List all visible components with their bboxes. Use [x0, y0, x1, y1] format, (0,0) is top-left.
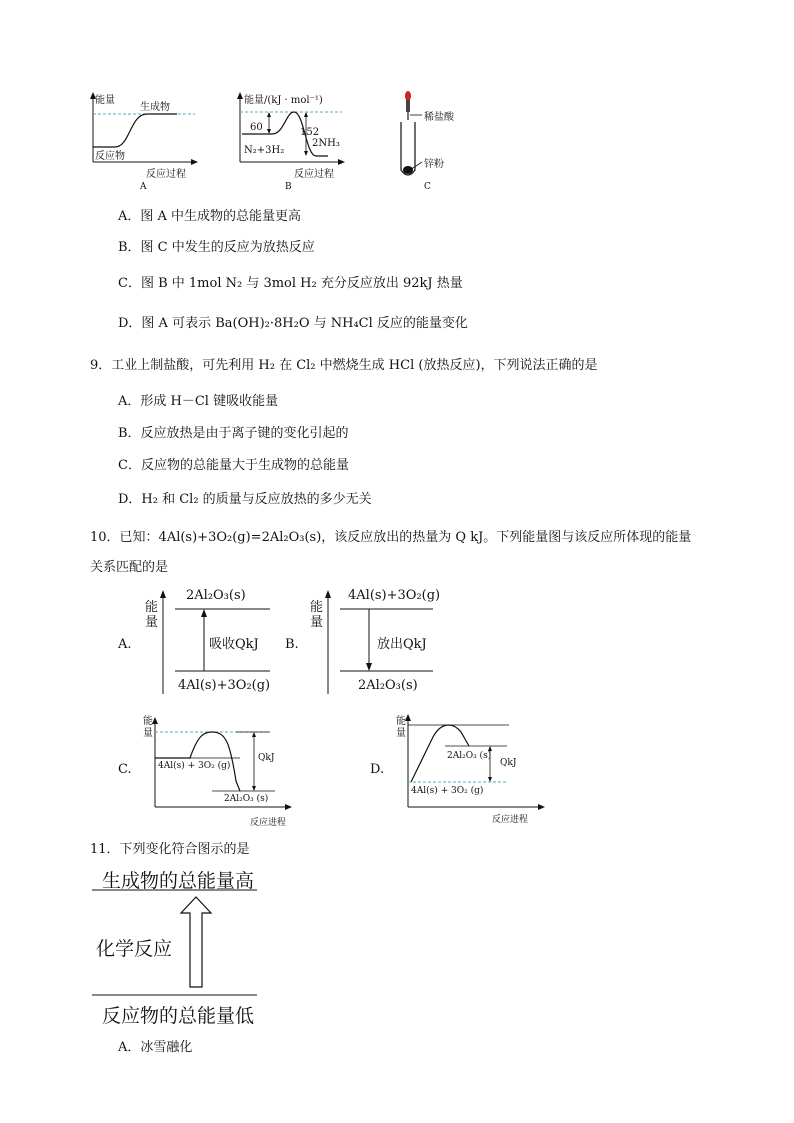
q10-fig-d-label: D.	[370, 762, 385, 777]
q10-fig-c-q: QkJ	[258, 753, 275, 763]
q10-fig-c-product: 2Al₂O₃ (s)	[224, 794, 269, 804]
q11-diagram-middle: 化学反应	[96, 938, 173, 960]
fig-a-reactant: 反应物	[95, 151, 125, 162]
fig-c-acid: 稀盐酸	[424, 112, 454, 123]
q10-fig-d-reactant: 4Al(s) + 3O₂ (g)	[411, 786, 484, 796]
q10-fig-d-product: 2Al₂O₃ (s)	[447, 751, 492, 761]
q8-option-b: B．图 C 中发生的反应为放热反应	[118, 240, 315, 255]
q8-option-d: D．图 A 可表示 Ba(OH)₂·8H₂O 与 NH₄Cl 反应的能量变化	[118, 316, 468, 331]
q10-fig-b-arrow: 放出QkJ	[377, 637, 427, 652]
q11-diagram-bottom: 反应物的总能量低	[102, 1005, 255, 1027]
fig-b-ylabel: 能量/(kJ · mol⁻¹)	[244, 95, 323, 106]
q10-fig-d-xlabel: 反应进程	[492, 815, 529, 825]
q11-diagram-top: 生成物的总能量高	[102, 870, 255, 892]
q10-fig-a-top: 2Al₂O₃(s)	[186, 588, 246, 603]
fig-b-caption: B	[285, 182, 292, 192]
q10-fig-a-label: A.	[118, 637, 132, 652]
q10-fig-c-label: C.	[118, 762, 132, 777]
q10-fig-a-ylabel: 能量	[145, 600, 159, 630]
q10-stem-2: 关系匹配的是	[90, 560, 169, 575]
fig-b-60: 60	[250, 122, 263, 133]
fig-a-xlabel: 反应过程	[146, 169, 186, 180]
q9-option-c: C．反应物的总能量大于生成物的总能量	[118, 458, 349, 473]
q9-option-b: B．反应放热是由于离子键的变化引起的	[118, 426, 349, 441]
q10-fig-a-arrow: 吸收QkJ	[209, 637, 259, 652]
fig-c-zinc: 锌粉	[424, 159, 444, 170]
fig-b-xlabel: 反应过程	[294, 169, 334, 180]
q10-stem-1: 10．已知：4Al(s)+3O₂(g)=2Al₂O₃(s)，该反应放出的热量为 Q kJ。下列能量图与该反应所体现的能量	[90, 530, 692, 545]
q11-option-a: A．冰雪融化	[118, 1040, 193, 1055]
q8-option-c: C．图 B 中 1mol N₂ 与 3mol H₂ 充分反应放出 92kJ 热量	[118, 276, 463, 291]
fig-c-caption: C	[424, 182, 431, 192]
fig-a-product: 生成物	[140, 102, 170, 113]
q10-fig-b-ylabel: 能量	[310, 600, 324, 630]
q10-fig-c-ylabel: 能量	[143, 716, 153, 739]
q8-option-a: A．图 A 中生成物的总能量更高	[118, 209, 302, 224]
q10-fig-c-xlabel: 反应进程	[250, 818, 287, 828]
q11-stem: 11．下列变化符合图示的是	[90, 842, 250, 857]
q9-option-a: A．形成 H－Cl 键吸收能量	[118, 394, 279, 409]
energy-curve-diagram-d	[393, 712, 553, 812]
q10-fig-d-ylabel: 能量	[396, 716, 406, 739]
q10-fig-b-bottom: 2Al₂O₃(s)	[358, 678, 418, 693]
q10-fig-d-q: QkJ	[500, 758, 517, 768]
fig-b-product: 2NH₃	[312, 138, 340, 149]
q10-fig-c-reactant: 4Al(s) + 3O₂ (g)	[158, 761, 231, 771]
q9-option-d: D．H₂ 和 Cl₂ 的质量与反应放热的多少无关	[118, 492, 372, 507]
q10-fig-b-top: 4Al(s)+3O₂(g)	[348, 588, 441, 603]
q9-stem: 9．工业上制盐酸，可先利用 H₂ 在 Cl₂ 中燃烧生成 HCl (放热反应)，下列说法正确的是	[90, 358, 598, 373]
q10-fig-b-label: B.	[285, 637, 299, 652]
fig-a-ylabel: 能量	[95, 95, 115, 106]
q10-fig-a-bottom: 4Al(s)+3O₂(g)	[178, 678, 271, 693]
fig-b-reactant: N₂+3H₂	[244, 145, 285, 156]
fig-b-152: 152	[300, 127, 320, 138]
fig-a-caption: A	[140, 182, 147, 192]
